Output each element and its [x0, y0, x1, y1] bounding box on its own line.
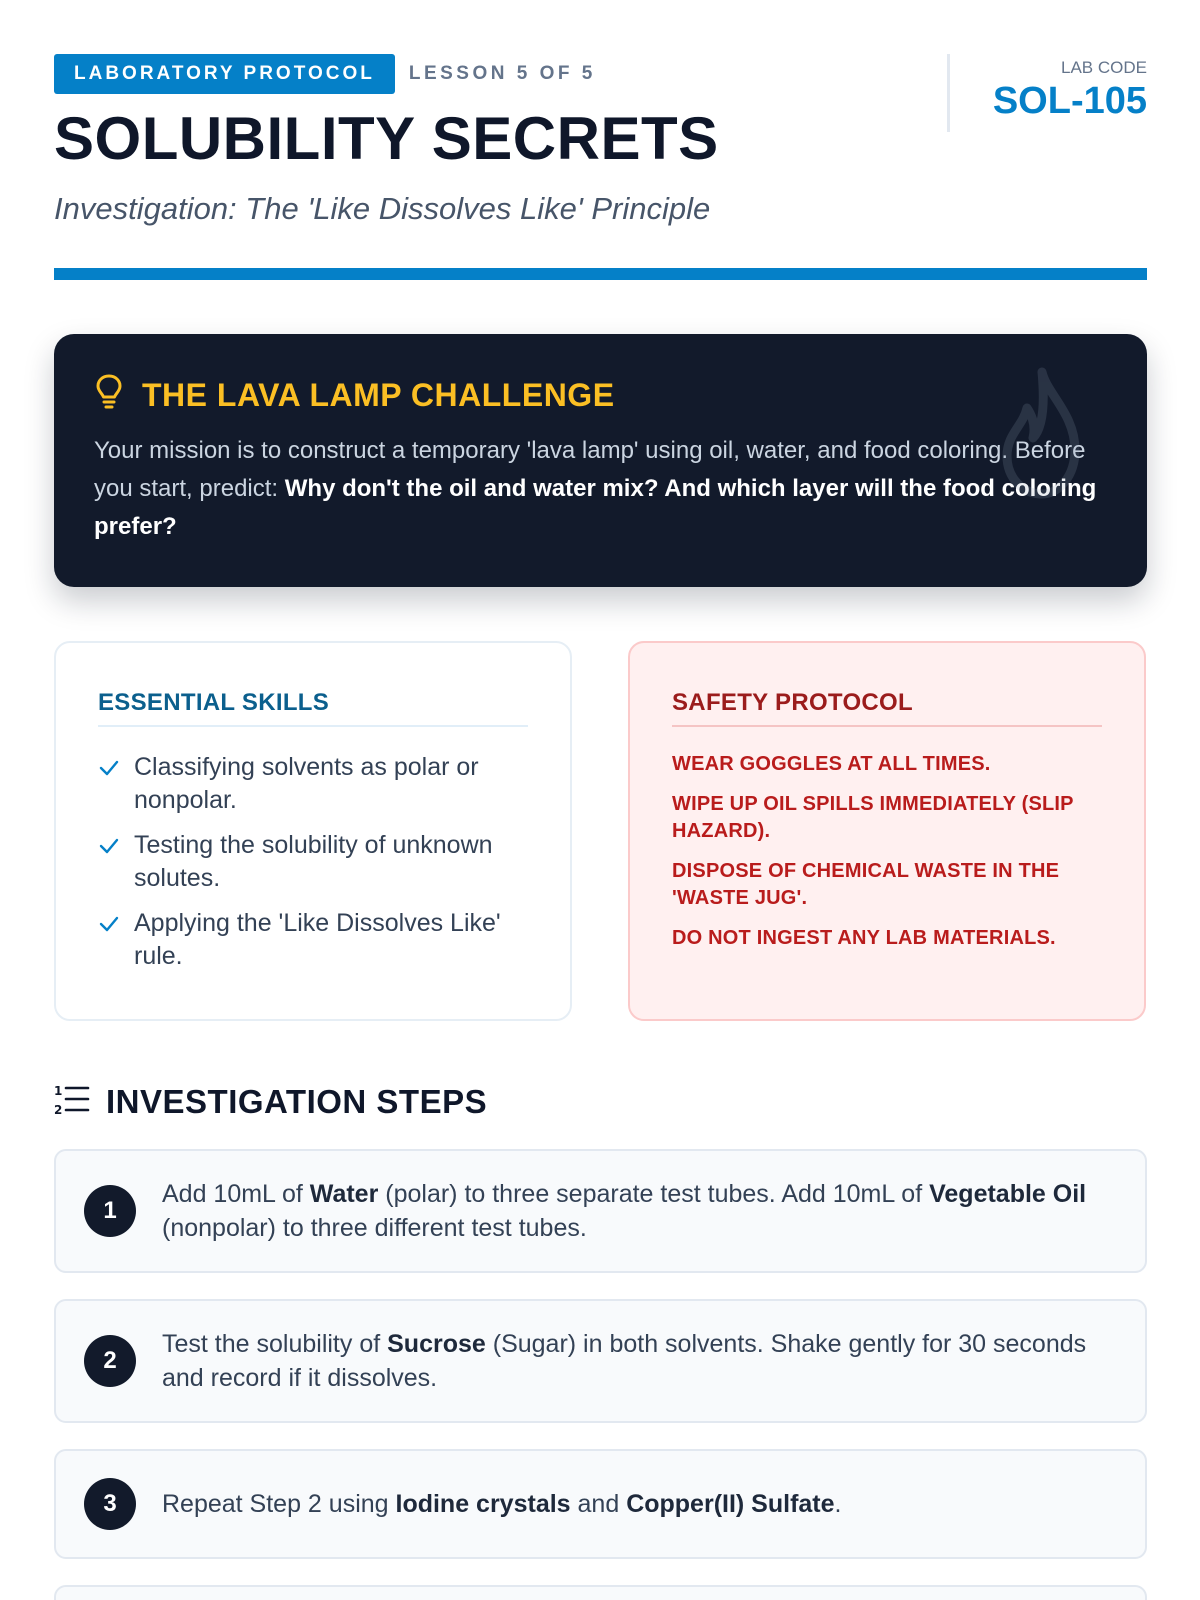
skill-item	[98, 907, 528, 973]
safety-item: WIPE UP OIL SPILLS IMMEDIATELY (SLIP HAZARD).	[672, 793, 1074, 842]
header	[54, 0, 1147, 280]
challenge-header	[94, 374, 1107, 416]
challenge-title: THE LAVA LAMP CHALLENGE	[142, 376, 615, 413]
step-number: 1	[84, 1185, 136, 1237]
challenge-text	[94, 432, 1107, 546]
skill-item	[98, 751, 528, 817]
page-subtitle: Investigation: The 'Like Dissolves Like' Principle	[54, 191, 711, 226]
step-card	[54, 1449, 1147, 1559]
flame-icon	[987, 364, 1097, 509]
step-card	[54, 1149, 1147, 1273]
skills-card	[54, 641, 572, 1021]
page-title: SOLUBILITY SECRETS	[54, 105, 719, 172]
step-number: 2	[84, 1335, 136, 1387]
svg-text:1: 1	[54, 1083, 63, 1098]
safety-item: WEAR GOGGLES AT ALL TIMES.	[672, 753, 991, 775]
skill-text: Applying the 'Like Dissolves Like' rule.	[134, 909, 501, 970]
skills-title: ESSENTIAL SKILLS	[98, 689, 528, 727]
steps-header	[54, 1080, 487, 1124]
skill-text: Classifying solvents as polar or nonpolar.	[134, 753, 479, 814]
numbered-list-icon	[54, 1083, 90, 1122]
step-card	[54, 1299, 1147, 1423]
check-icon	[98, 835, 120, 857]
lesson-indicator: LESSON 5 OF 5	[408, 63, 596, 84]
challenge-text-question: Why don't the oil and water mix? And which layer will the food coloring prefer?	[94, 475, 1097, 540]
step-text: Add 10mL of Water (polar) to three separate test tubes. Add 10mL of Vegetable Oil (nonpolar) to three different test tubes.	[162, 1180, 1087, 1242]
svg-text:2: 2	[54, 1102, 63, 1117]
lab-code-box	[947, 54, 1147, 132]
skill-item	[98, 829, 528, 895]
safety-title: SAFETY PROTOCOL	[672, 689, 1102, 727]
step-number: 3	[84, 1478, 136, 1530]
safety-item: DO NOT INGEST ANY LAB MATERIALS.	[672, 927, 1056, 949]
check-icon	[98, 913, 120, 935]
challenge-card	[54, 334, 1147, 587]
lightbulb-icon	[94, 373, 124, 418]
safety-item: DISPOSE OF CHEMICAL WASTE IN THE 'WASTE JUG'.	[672, 860, 1060, 909]
steps-title: INVESTIGATION STEPS	[106, 1083, 488, 1120]
check-icon	[98, 757, 120, 779]
lab-code-value: SOL-105	[992, 80, 1147, 122]
step-card	[54, 1585, 1147, 1600]
step-text: Test the solubility of Sucrose (Sugar) in both solvents. Shake gently for 30 seconds and record if it dissolves.	[162, 1330, 1087, 1392]
step-text: Repeat Step 2 using Iodine crystals and Copper(II) Sulfate.	[162, 1490, 842, 1518]
protocol-tag: LABORATORY PROTOCOL	[54, 54, 395, 94]
skill-text: Testing the solubility of unknown solutes.	[134, 831, 493, 892]
lab-code-label: LAB CODE	[1061, 58, 1147, 77]
challenge-text-intro: Your mission is to construct a temporary 'lava lamp' using oil, water, and food coloring. Before you start, predict:	[94, 437, 1086, 502]
safety-card	[628, 641, 1146, 1021]
